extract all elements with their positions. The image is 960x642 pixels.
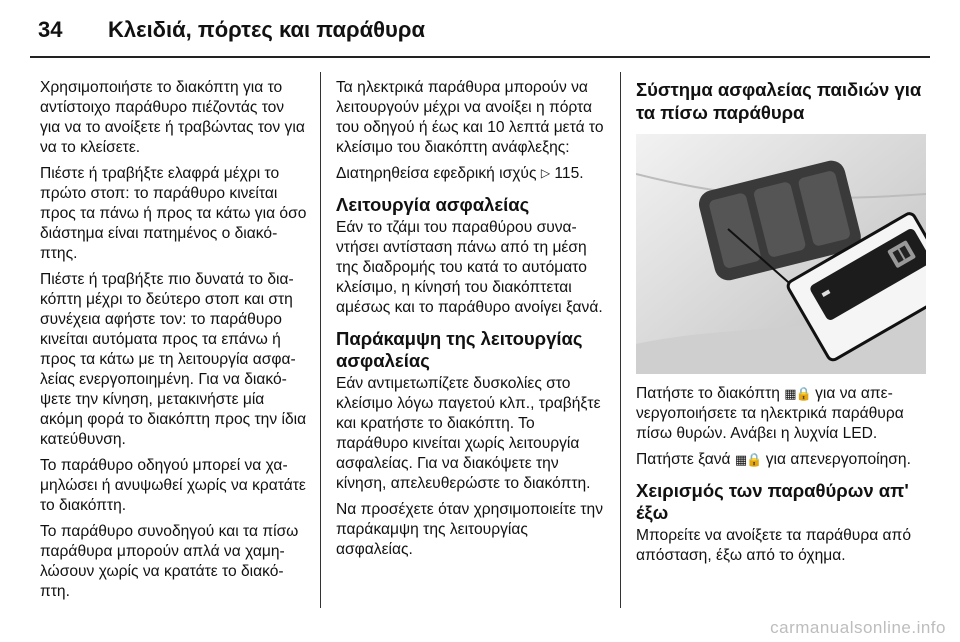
paragraph: Χρησιμοποιήστε το διακόπτη για το αντίστοιχο παράθυρο πιέζοντάς τον για να το ανοίξετε ή τραβώντας τον για να το κλείσετε. — [40, 79, 305, 156]
paragraph: Εάν αντιμετωπίζετε δυσκολίες στο κλείσιμο λόγω παγετού κλπ., τραβήξτε και κρατήστε το διακόπτη. Το παράθυρο κινείται χωρίς λειτουργία ασφαλείας. Για να διακόψετε την κίνηση, απελευθερώστε το διακόπτη. — [336, 375, 601, 492]
page-number: 34 — [38, 17, 63, 42]
paragraph: Τα ηλεκτρικά παράθυρα μπορούν να λειτουργούν μέχρι να ανοίξει η πόρτα του οδηγού ή έως και 10 λεπτά μετά το κλείσιμο του διακόπτη ανάφλεξης: — [336, 79, 604, 156]
instruction-text: για να απενεργοποιήσετε τα ηλεκτρικά παράθυρα πίσω θυρών. Ανάβει η λυχνία LED. — [636, 385, 904, 442]
column-divider-1 — [320, 72, 321, 608]
paragraph: Εάν το τζάμι του παραθύρου συναντήσει αντίσταση πάνω από τη μέση της διαδρομής του κατά το αυτόματο κλείσιμο, η κίνησή του διακόπτεται αμέσως και το παράθυρο ανοίγει ξανά. — [336, 219, 603, 316]
section-heading: Παράκαμψη της λειτουργίας ασφαλείας — [336, 328, 583, 371]
page-reference-arrow-icon: ▷ — [540, 166, 551, 180]
paragraph: Πιέστε ή τραβήξτε πιο δυνατά το διακόπτη μέχρι το δεύτερο στοπ και στη συνέχεια αφήστε τον: το παράθυρο κινείται αυτόματα προς τα επάνω ή προς τα κάτω με τη λειτουργία ασφαλείας ενεργοποιημένη. Για να διακόψετε την κίνηση, μετακινήστε μία ακόμη φορά το διακόπτη προς την ίδια κατεύθυνση. — [40, 271, 307, 448]
child-lock-switch-icon: ▦🔒 — [734, 452, 762, 467]
paragraph: Το παράθυρο οδηγού μπορεί να χαμηλώσει ή ανυψωθεί χωρίς να κρατάτε το διακόπτη. — [40, 457, 306, 514]
column-3 — [636, 78, 926, 572]
paragraph — [336, 164, 604, 184]
paragraph: Πιέστε ή τραβήξτε ελαφρά μέχρι το πρώτο στοπ: το παράθυρο κινείται προς τα πάνω ή προς τα κάτω για όσο διάστημα είναι πατημένος ο διακόπτης. — [40, 165, 307, 262]
section-heading: Χειρισμός των παραθύρων απ' έξω — [636, 480, 909, 523]
chapter-title: Κλειδιά, πόρτες και παράθυρα — [108, 17, 425, 42]
instruction-text: για απενεργοποίηση. — [765, 451, 911, 468]
header-divider — [30, 56, 930, 58]
cross-reference-page[interactable]: 115. — [554, 165, 584, 182]
window-switch-illustration — [636, 134, 926, 374]
paragraph: Να προσέχετε όταν χρησιμοποιείτε την παράκαμψη της λειτουργίας ασφαλείας. — [336, 501, 604, 558]
paragraph — [636, 450, 926, 470]
instruction-text: Πατήστε το διακόπτη — [636, 385, 780, 402]
door-panel-switch-icon — [636, 134, 926, 374]
page-header — [38, 10, 425, 50]
watermark: carmanualsonline.info — [770, 618, 946, 637]
column-2 — [336, 78, 604, 566]
paragraph: Μπορείτε να ανοίξετε τα παράθυρα από απόσταση, έξω από το όχημα. — [636, 527, 911, 564]
child-lock-switch-icon: ▦🔒 — [784, 386, 811, 401]
paragraph: Το παράθυρο συνοδηγού και τα πίσω παράθυρα μπορούν απλά να χαμηλώσουν χωρίς να κρατάτε το διακόπτη. — [40, 523, 299, 600]
cross-reference-text: Διατηρηθείσα εφεδρική ισχύς — [336, 165, 537, 182]
column-1 — [40, 78, 308, 608]
section-heading: Σύστημα ασφαλείας παιδιών για τα πίσω παράθυρα — [636, 79, 922, 123]
instruction-text: Πατήστε ξανά — [636, 451, 731, 468]
paragraph — [636, 384, 926, 444]
column-divider-2 — [620, 72, 621, 608]
section-heading: Λειτουργία ασφαλείας — [336, 194, 530, 215]
